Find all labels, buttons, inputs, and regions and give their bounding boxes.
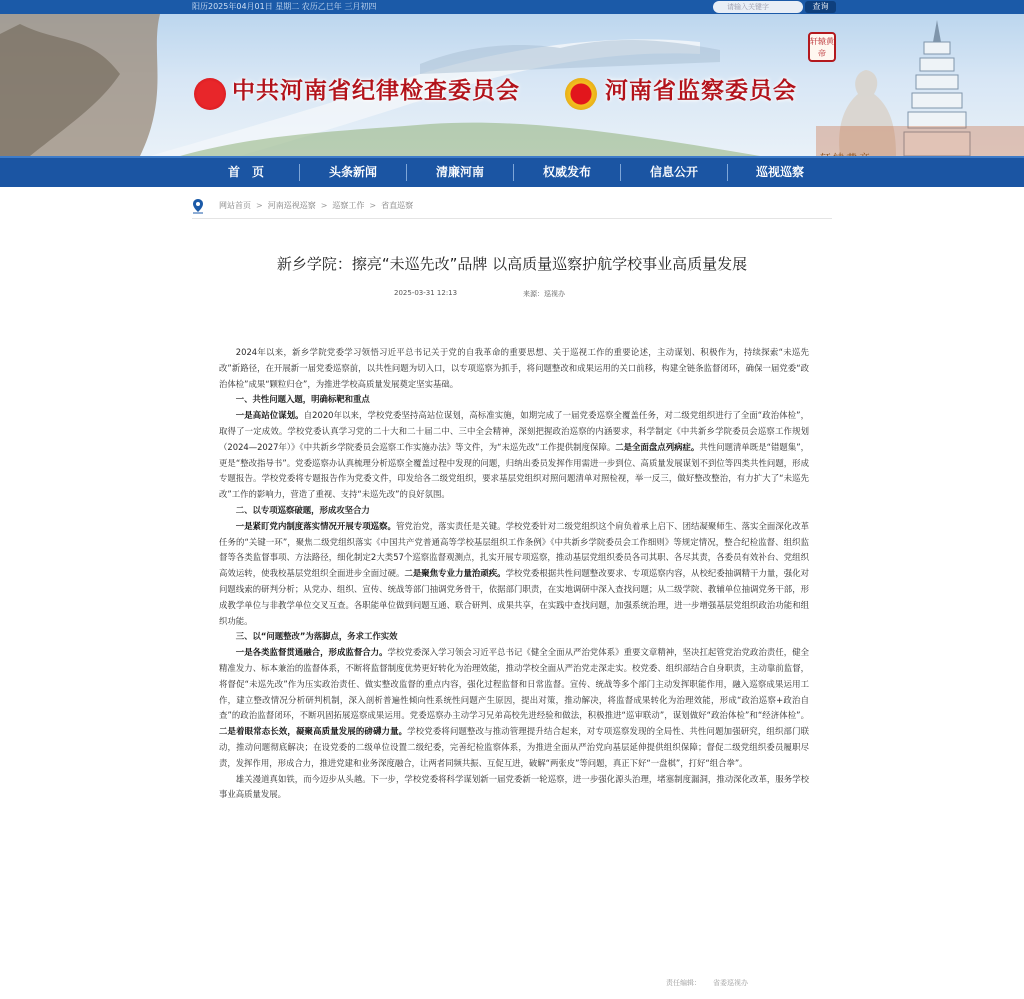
breadcrumb-link-inspection[interactable]: 河南巡视巡察 bbox=[267, 201, 316, 210]
top-bar bbox=[0, 0, 1024, 14]
breadcrumb-separator: > bbox=[256, 201, 263, 210]
location-pin-icon bbox=[192, 198, 204, 214]
nav-item-releases[interactable]: 权威发布 bbox=[542, 165, 591, 179]
breadcrumb-separator: > bbox=[320, 201, 328, 210]
header-banner bbox=[0, 14, 1024, 156]
breadcrumb-separator: > bbox=[369, 201, 377, 210]
bold-lead: 一是各类监督贯通融合，形成监督合力。 bbox=[235, 647, 388, 658]
section-heading-2: 二、以专项巡察破题，形成攻坚合力 bbox=[235, 504, 370, 515]
article-body bbox=[219, 345, 809, 803]
nav-item-home[interactable]: 首 页 bbox=[227, 165, 264, 179]
nav-item-clean-henan[interactable]: 清廉河南 bbox=[435, 165, 484, 179]
banner-title-left: 中共河南省纪律检查委员会 bbox=[232, 77, 520, 104]
main-nav bbox=[0, 156, 1024, 187]
paragraph-closing: 雄关漫道真如铁，而今迈步从头越。下一步，学校党委将科学谋划新一届党委新一轮巡察，进一步强化源头治理，堵塞制度漏洞，推动深化改革，服务学校事业高质量发展。 bbox=[219, 773, 809, 800]
search-button[interactable]: 查询 bbox=[805, 1, 836, 13]
paragraph bbox=[219, 645, 809, 771]
section-heading-3: 三、以“问题整改”为落脚点，务求工作实效 bbox=[235, 631, 398, 642]
paragraph-text: 共性问题清单既是“错题集”，更是“整改指导书”。党委巡察办认真梳理分析巡察全覆盖过程中发现的问题，归纳出委员发挥作用需进一步到位、高质量发展谋划不到位等四类共性问题，形成专题报告。学校党委将专题报告作为党委文件，印发给各二级党组织，要求基层党组织对照问题清单对照检视，举一反三，做好整改整治，有力扩大了“未巡先改”工作的影响力，营造了重视、支持“未巡先改”的良好氛围。 bbox=[219, 441, 809, 500]
nav-item-info-disclosure[interactable]: 信息公开 bbox=[649, 165, 698, 179]
paragraph-text: 管党治党，落实责任是关键。学校党委针对二级党组织这个肩负着承上启下、团结凝聚师生、落实全面深化改革任务的“关键一环”，聚焦二级党组织落实《中国共产党普通高等学校基层组织工作条例》《中共新乡学院委员会工作细则》等规定情况，整合纪检监督、组织监督等各类监督事项、方法路径，细化制定2大类57个巡察监督观测点，扎实开展专项巡察，推动基层党组织委员各司其职、各尽其责，各委员有效补台、党组织高效运转，使我校基层党组织全面进步全面过硬。 bbox=[219, 520, 810, 579]
bold-lead: 一是高站位谋划。 bbox=[235, 410, 304, 421]
banner-title-right: 河南省监察委员会 bbox=[605, 77, 797, 104]
article-source bbox=[523, 289, 565, 299]
section-heading-1: 一、共性问题入题，明确标靶和重点 bbox=[235, 394, 370, 405]
nav-item-headlines[interactable]: 头条新闻 bbox=[328, 165, 377, 179]
publish-time: 2025-03-31 12:13 bbox=[394, 289, 458, 297]
editor-line bbox=[666, 978, 748, 988]
paragraph-text: 学校党委根据共性问题整改要求、专项巡察内容，从校纪委抽调精干力量，强化对问题线索的研判分析；从党办、组织、宣传、统战等部门抽调党务骨干，依据部门职责，在实地调研中深入查找问题；从二级学院、教辅单位抽调党务干部，形成教学单位与非教学单位交叉互查。各职能单位做到问题互通、联合研判、成果共享，在实践中查找问题，加强系统治理，进一步增强基层党组织政治功能和组织功能。 bbox=[219, 568, 810, 626]
search-input[interactable]: 请输入关键字 bbox=[713, 1, 803, 13]
bold-lead: 一是紧盯党内制度落实情况开展专项巡察。 bbox=[235, 520, 396, 531]
breadcrumb-link-home[interactable]: 网站首页 bbox=[219, 201, 251, 210]
article-meta bbox=[192, 289, 832, 301]
breadcrumb-link-provincial[interactable]: 省直巡察 bbox=[381, 201, 414, 210]
paragraph bbox=[219, 408, 809, 503]
bold-lead: 二是全面盘点列病症。 bbox=[615, 441, 700, 452]
source-label: 来源： bbox=[523, 290, 544, 298]
national-emblem-icon bbox=[565, 78, 597, 110]
editor-label: 责任编辑： bbox=[666, 979, 701, 987]
nav-item-inspection[interactable]: 巡视巡察 bbox=[755, 165, 804, 179]
article-title: 新乡学院：擦亮“未巡先改”品牌 以高质量巡察护航学校事业高质量发展 bbox=[276, 255, 748, 273]
seal-text: 轩辕黄帝 bbox=[810, 37, 834, 58]
bold-lead: 二是着眼常态长效，凝聚高质量发展的磅礴力量。 bbox=[219, 726, 408, 737]
paragraph-text: 学校党委将问题整改与推动管理提升结合起来，对专项巡察发现的全局性、共性问题加强研究，组织部门联动，推动问题彻底解决；在设党委的二级单位设置二级纪委，完善纪检监察体系，为推进全面从严治党向基层延伸提供组织保障；督促二级党组织委员履职尽责，发挥作用，形成合力，推进党建和业务深度融合，让两者同频共振、互促互进，破解“两张皮”等问题，真正下好“一盘棋”，打好“组合拳”。 bbox=[219, 726, 809, 768]
paragraph-text: 自2020年以来，学校党委坚持高站位谋划，高标准实施，如期完成了一届党委巡察全覆盖任务，对二级党组织进行了全面“政治体检”，取得了一定成效。学校党委认真学习党的二十大和二十届二中、三中全会精神，深刻把握政治巡察的内涵要求，科学制定《中共新乡学院委员会巡察工作规划（2024—2027年）》《中共新乡学院委员会巡察工作实施办法》等文件，为“未巡先改”工作提供制度保障。 bbox=[219, 410, 809, 452]
source-value: 巡视办 bbox=[544, 290, 565, 298]
paragraph bbox=[219, 519, 809, 630]
bold-lead: 二是聚焦专业力量治顽疾。 bbox=[404, 568, 506, 579]
editor-value: 省委巡视办 bbox=[713, 979, 748, 987]
paragraph-intro: 2024年以来，新乡学院党委学习领悟习近平总书记关于党的自我革命的重要思想、关于巡视工作的重要论述，主动谋划、积极作为，持续探索“未巡先改”新路径，在开展新一届党委巡察前，以共性问题为切入口，以专项巡察为抓手，将问题整改和成果运用的关口前移，构建全链条监督闭环，确保一届党委“政治体检”成果“颗粒归仓”，为推进学校高质量发展奠定坚实基础。 bbox=[219, 347, 809, 389]
seal-stamp bbox=[808, 32, 836, 62]
paragraph-text: 学校党委深入学习领会习近平总书记《健全全面从严治党体系》重要文章精神，坚决扛起管党治党政治责任，健全精准发力、标本兼治的监督体系，不断将监督制度优势更好转化为治理效能，推动学校全面从严治党走深走实。校党委、组织部结合自身职责，主动靠前监督，将督促“未巡先改”作为压实政治责任、做实整改监督的重点内容，强化过程监督和日常监督。宣传、统战等多个部门主动发挥职能作用，融入巡察成果运用工作，建立整改情况分析研判机制，深入剖析普遍性倾向性系统性问题产生原因，提出对策，推动解决，将监督成果转化为治理效能，形成“政治巡察+政治自查”的政治监督闭环，不断巩固拓展巡察成果运用。党委巡察办主动学习兄弟高校先进经验和做法，积极推进“巡审联动”，谋划做好“政治体检”和“经济体检”。 bbox=[219, 647, 810, 721]
date-text: 阳历2025年04月01日 星期二 农历乙巳年 三月初四 bbox=[192, 2, 377, 11]
breadcrumb-link-work[interactable]: 巡察工作 bbox=[332, 201, 365, 210]
party-emblem-icon bbox=[194, 78, 226, 110]
divider bbox=[192, 218, 832, 219]
